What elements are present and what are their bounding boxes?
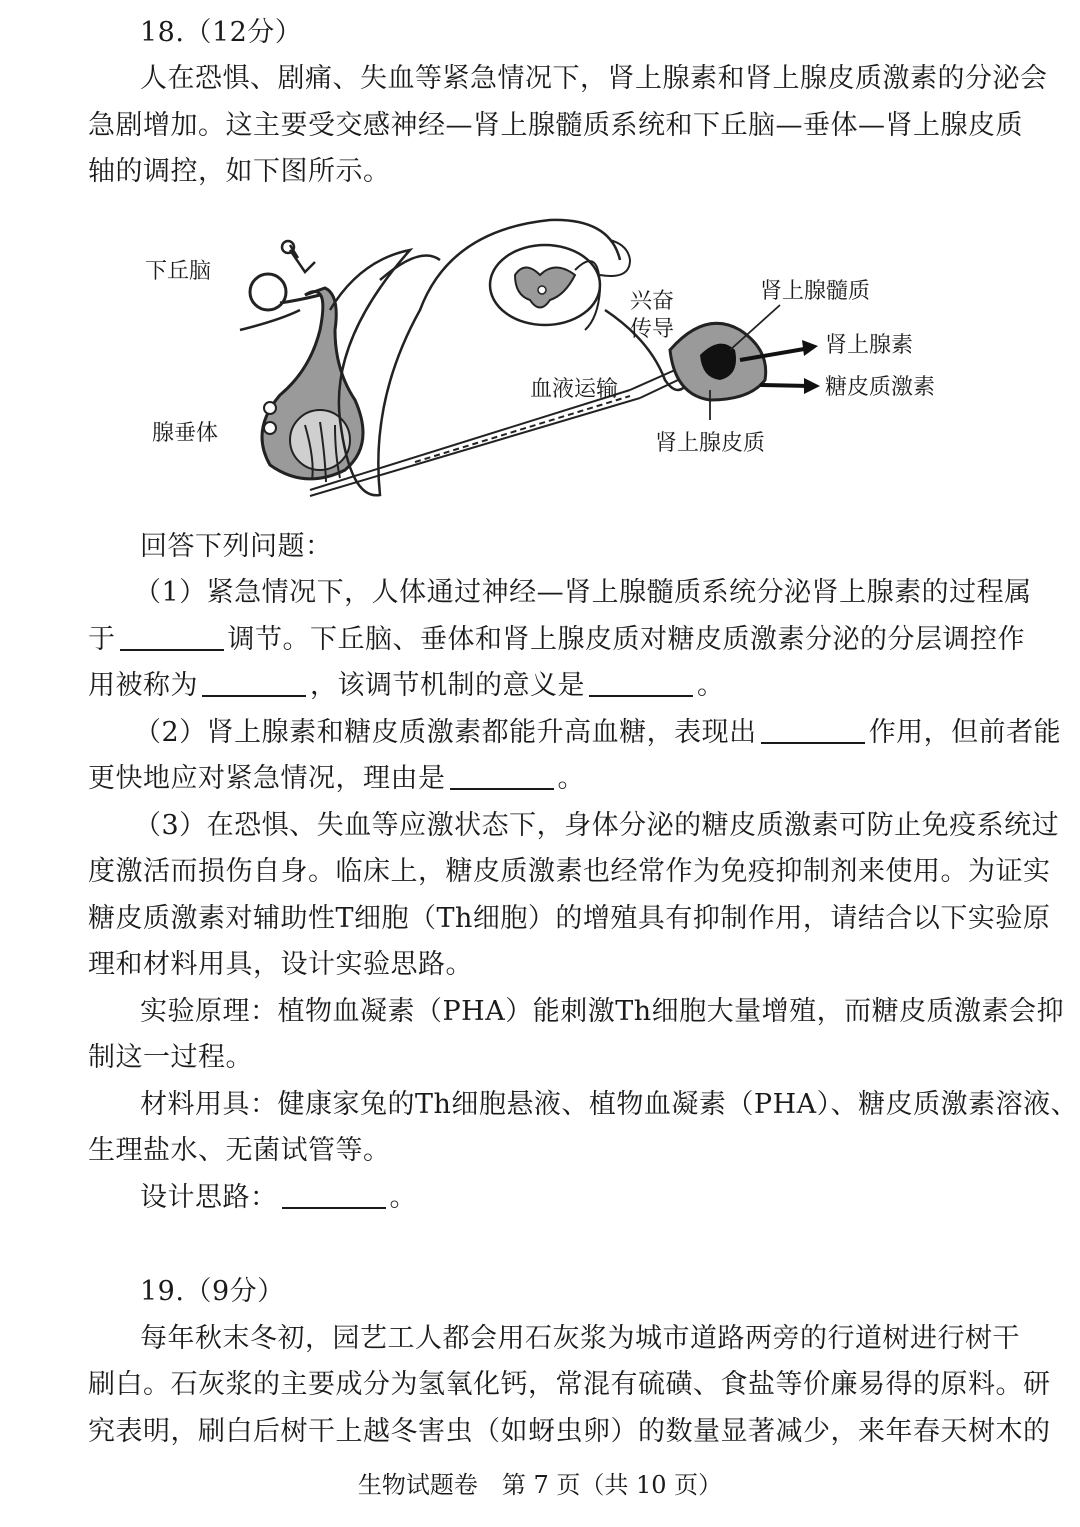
label-adrenal-cortex: 肾上腺皮质 [655, 431, 766, 456]
principle-line-2: 制这一过程。 [88, 1042, 253, 1073]
q18-header: 18.（12分） [140, 17, 303, 48]
label-pituitary: 腺垂体 [152, 421, 219, 446]
q18-3-line-2: 度激活而损伤自身。临床上，糖皮质激素也经常作为免疫抑制剂来使用。为证实 [88, 856, 1051, 887]
label-glucocorticoid: 糖皮质激素 [825, 375, 936, 400]
materials-line-1: 材料用具：健康家兔的Th细胞悬液、植物血凝素（PHA）、糖皮质激素溶液、 [140, 1089, 1079, 1120]
hpa-axis-diagram [130, 200, 960, 510]
answer-blank-1[interactable] [120, 625, 224, 651]
q18-intro-line-3: 轴的调控，如下图所示。 [88, 156, 391, 187]
principle-line-1: 实验原理：植物血凝素（PHA）能刺激Th细胞大量增殖，而糖皮质激素会抑 [140, 996, 1065, 1027]
q18-2-line-2: 更快地应对紧急情况，理由是 。 [88, 763, 585, 794]
design-line: 设计思路： 。 [140, 1182, 417, 1213]
q18-intro-line-2: 急剧增加。这主要受交感神经—肾上腺髓质系统和下丘脑—垂体—肾上腺皮质 [88, 110, 1023, 141]
q19-line-3: 究表明，刷白后树干上越冬害虫（如蚜虫卵）的数量显著减少，来年春天树木的 [88, 1416, 1051, 1447]
q18-1-line-1: （1）紧急情况下，人体通过神经—肾上腺髓质系统分泌肾上腺素的过程属 [134, 577, 1032, 608]
answer-prompt: 回答下列问题： [140, 531, 333, 562]
answer-blank-2[interactable] [202, 671, 306, 697]
q19-line-1: 每年秋末冬初，园艺工人都会用石灰浆为城市道路两旁的行道树进行树干 [140, 1323, 1020, 1354]
label-adrenal-medulla: 肾上腺髓质 [760, 279, 871, 304]
answer-blank-3[interactable] [589, 671, 693, 697]
answer-blank-4[interactable] [761, 718, 865, 744]
q18-3-line-1: （3）在恐惧、失血等应激状态下，身体分泌的糖皮质激素可防止免疫系统过 [134, 810, 1060, 841]
answer-blank-6[interactable] [282, 1183, 386, 1209]
q18-3-line-3: 糖皮质激素对辅助性T细胞（Th细胞）的增殖具有抑制作用，请结合以下实验原 [88, 903, 1051, 934]
q19-line-2: 刷白。石灰浆的主要成分为氢氧化钙，常混有硫磺、食盐等价廉易得的原料。研 [88, 1369, 1051, 1400]
materials-line-2: 生理盐水、无菌试管等。 [88, 1135, 391, 1166]
q18-intro-line-1: 人在恐惧、剧痛、失血等紧急情况下，肾上腺素和肾上腺皮质激素的分泌会 [140, 63, 1048, 94]
answer-blank-5[interactable] [450, 764, 554, 790]
q18-1-line-2: 于 调节。下丘脑、垂体和肾上腺皮质对糖皮质激素分泌的分层调控作 [88, 624, 1025, 655]
label-excitation-line-1: 兴奋 [630, 289, 675, 314]
q18-2-line-1: （2）肾上腺素和糖皮质激素都能升高血糖，表现出 作用，但前者能 [134, 717, 1062, 748]
q19-header: 19.（9分） [140, 1276, 285, 1307]
q18-1-line-3: 用被称为 ，该调节机制的意义是 。 [88, 670, 725, 701]
label-hypothalamus: 下丘脑 [145, 259, 212, 284]
hypothalamus-cell [250, 274, 286, 310]
q18-3-line-4: 理和材料用具，设计实验思路。 [88, 949, 473, 980]
page-footer: 生物试题卷 第 7 页（共 10 页） [357, 1471, 723, 1499]
label-excitation-line-2: 传导 [630, 317, 675, 342]
label-adrenaline: 肾上腺素 [825, 333, 914, 358]
glucocorticoid-arrow [760, 385, 810, 386]
label-blood-transport: 血液运输 [530, 377, 619, 402]
